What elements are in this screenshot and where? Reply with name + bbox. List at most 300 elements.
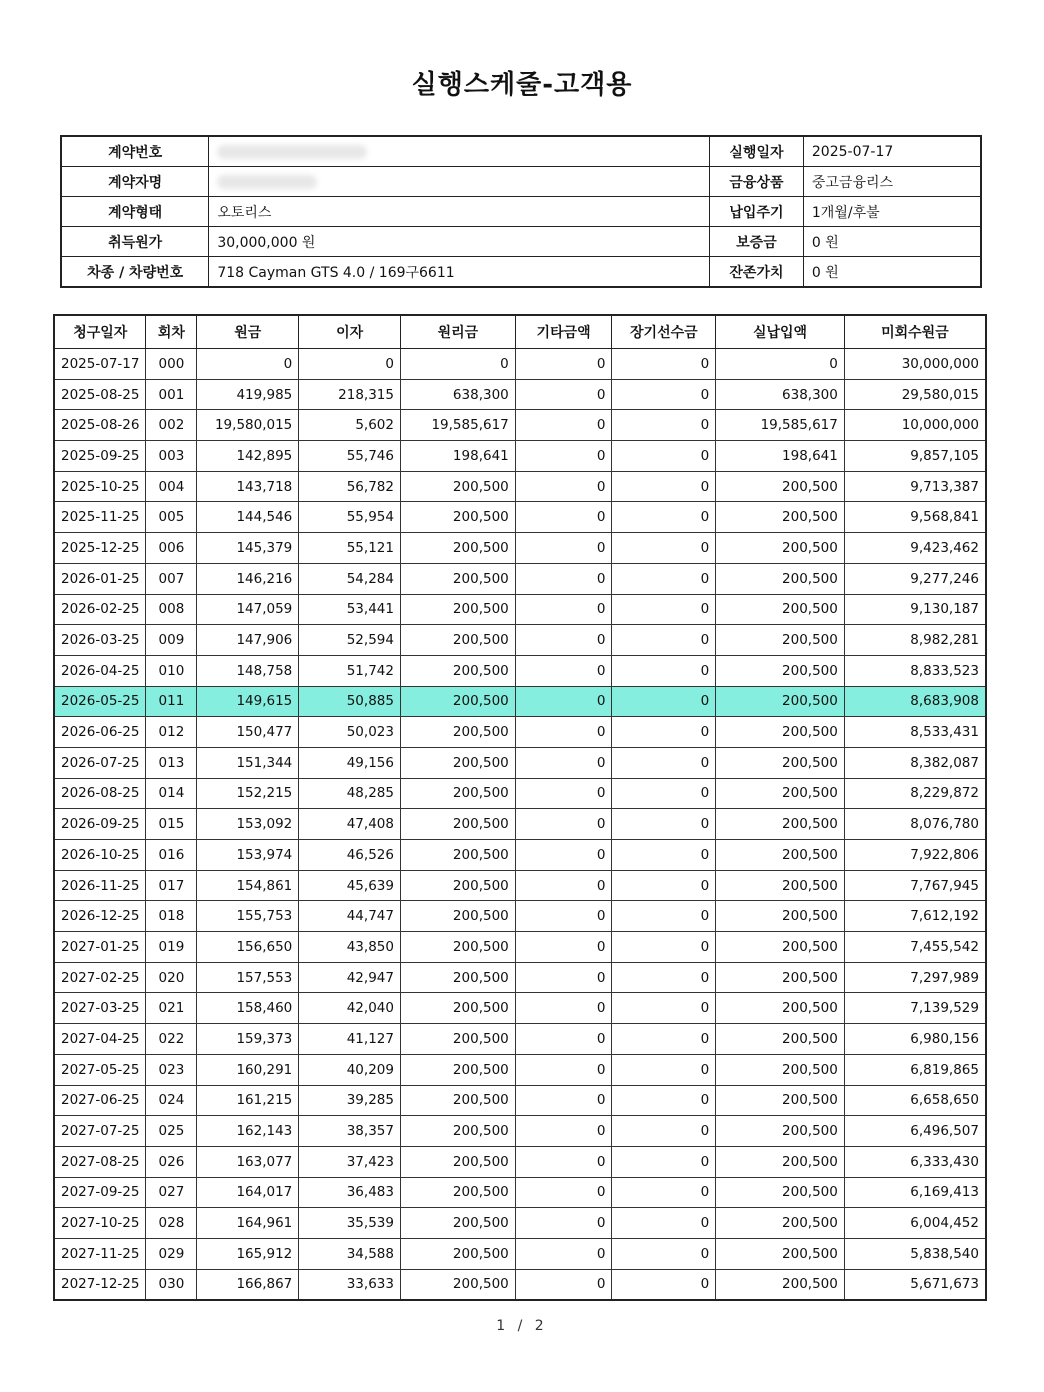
cell-outstanding-principal: 5,838,540 [844, 1238, 986, 1269]
cell-interest: 5,602 [299, 410, 401, 441]
cell-other-amount: 0 [515, 962, 612, 993]
cell-interest: 50,023 [299, 717, 401, 748]
acquisition-cost-value: 30,000,000 원 [209, 227, 710, 257]
cell-billing-date: 2027-01-25 [54, 932, 146, 963]
table-row [54, 1269, 986, 1300]
cell-outstanding-principal: 7,139,529 [844, 993, 986, 1024]
cell-other-amount: 0 [515, 932, 612, 963]
contract-number-label: 계약번호 [61, 136, 209, 167]
table-row [54, 563, 986, 594]
cell-other-amount: 0 [515, 840, 612, 871]
contractor-name-label: 계약자명 [61, 167, 209, 197]
contract-info-row [61, 197, 981, 227]
cell-billing-date: 2027-03-25 [54, 993, 146, 1024]
cell-other-amount: 0 [515, 870, 612, 901]
cell-principal-interest: 19,585,617 [400, 410, 515, 441]
cell-outstanding-principal: 9,568,841 [844, 502, 986, 533]
table-row [54, 778, 986, 809]
cell-installment-no: 014 [146, 778, 197, 809]
execution-date-value: 2025-07-17 [803, 136, 981, 167]
cell-outstanding-principal: 8,533,431 [844, 717, 986, 748]
table-row [54, 809, 986, 840]
table-row [54, 625, 986, 656]
cell-actual-payment: 200,500 [716, 1085, 845, 1116]
cell-installment-no: 028 [146, 1208, 197, 1239]
cell-long-term-prepayment: 0 [612, 1269, 716, 1300]
cell-outstanding-principal: 8,683,908 [844, 686, 986, 717]
cell-principal-interest: 198,641 [400, 441, 515, 472]
cell-principal: 155,753 [197, 901, 299, 932]
cell-principal: 144,546 [197, 502, 299, 533]
cell-principal: 0 [197, 349, 299, 380]
cell-principal-interest: 200,500 [400, 993, 515, 1024]
residual-value-label: 잔존가치 [710, 257, 804, 288]
cell-outstanding-principal: 29,580,015 [844, 379, 986, 410]
cell-long-term-prepayment: 0 [612, 533, 716, 564]
cell-interest: 55,121 [299, 533, 401, 564]
cell-installment-no: 021 [146, 993, 197, 1024]
cell-principal: 153,974 [197, 840, 299, 871]
cell-outstanding-principal: 8,229,872 [844, 778, 986, 809]
cell-billing-date: 2027-09-25 [54, 1177, 146, 1208]
cell-interest: 56,782 [299, 471, 401, 502]
cell-long-term-prepayment: 0 [612, 993, 716, 1024]
residual-value-value: 0 원 [803, 257, 981, 288]
cell-principal: 166,867 [197, 1269, 299, 1300]
cell-installment-no: 013 [146, 747, 197, 778]
cell-actual-payment: 200,500 [716, 901, 845, 932]
cell-interest: 54,284 [299, 563, 401, 594]
cell-principal: 152,215 [197, 778, 299, 809]
schedule-body [54, 349, 986, 1301]
cell-principal: 165,912 [197, 1238, 299, 1269]
cell-installment-no: 002 [146, 410, 197, 441]
table-row [54, 533, 986, 564]
table-row [54, 840, 986, 871]
table-row [54, 441, 986, 472]
cell-actual-payment: 200,500 [716, 1054, 845, 1085]
cell-long-term-prepayment: 0 [612, 840, 716, 871]
cell-principal: 19,580,015 [197, 410, 299, 441]
cell-principal-interest: 638,300 [400, 379, 515, 410]
cell-outstanding-principal: 8,982,281 [844, 625, 986, 656]
cell-billing-date: 2027-04-25 [54, 1024, 146, 1055]
table-row [54, 1146, 986, 1177]
cell-installment-no: 001 [146, 379, 197, 410]
cell-billing-date: 2026-08-25 [54, 778, 146, 809]
cell-long-term-prepayment: 0 [612, 1085, 716, 1116]
cell-principal-interest: 200,500 [400, 1208, 515, 1239]
cell-installment-no: 004 [146, 471, 197, 502]
cell-actual-payment: 200,500 [716, 1238, 845, 1269]
cell-principal: 158,460 [197, 993, 299, 1024]
contractor-name-value [209, 167, 710, 197]
cell-interest: 55,954 [299, 502, 401, 533]
cell-actual-payment: 200,500 [716, 471, 845, 502]
cell-actual-payment: 200,500 [716, 1269, 845, 1300]
cell-principal-interest: 200,500 [400, 840, 515, 871]
cell-principal: 162,143 [197, 1116, 299, 1147]
cell-principal-interest: 200,500 [400, 932, 515, 963]
cell-principal-interest: 200,500 [400, 686, 515, 717]
cell-other-amount: 0 [515, 502, 612, 533]
cell-billing-date: 2027-11-25 [54, 1238, 146, 1269]
table-row [54, 410, 986, 441]
cell-actual-payment: 200,500 [716, 1146, 845, 1177]
cell-billing-date: 2025-08-26 [54, 410, 146, 441]
cell-outstanding-principal: 7,767,945 [844, 870, 986, 901]
table-row [54, 717, 986, 748]
cell-principal-interest: 200,500 [400, 778, 515, 809]
cell-actual-payment: 198,641 [716, 441, 845, 472]
cell-installment-no: 026 [146, 1146, 197, 1177]
page-indicator: 1 / 2 [496, 1318, 548, 1334]
column-header-principal: 원금 [197, 315, 299, 349]
cell-billing-date: 2027-06-25 [54, 1085, 146, 1116]
cell-principal: 149,615 [197, 686, 299, 717]
cell-billing-date: 2025-09-25 [54, 441, 146, 472]
cell-interest: 42,040 [299, 993, 401, 1024]
cell-principal: 147,059 [197, 594, 299, 625]
cell-installment-no: 008 [146, 594, 197, 625]
cell-other-amount: 0 [515, 533, 612, 564]
cell-installment-no: 006 [146, 533, 197, 564]
cell-other-amount: 0 [515, 717, 612, 748]
cell-outstanding-principal: 6,496,507 [844, 1116, 986, 1147]
cell-principal: 163,077 [197, 1146, 299, 1177]
cell-billing-date: 2026-09-25 [54, 809, 146, 840]
cell-principal-interest: 200,500 [400, 809, 515, 840]
contract-info-row [61, 136, 981, 167]
cell-long-term-prepayment: 0 [612, 594, 716, 625]
cell-other-amount: 0 [515, 379, 612, 410]
cell-outstanding-principal: 5,671,673 [844, 1269, 986, 1300]
cell-long-term-prepayment: 0 [612, 778, 716, 809]
cell-long-term-prepayment: 0 [612, 410, 716, 441]
vehicle-value: 718 Cayman GTS 4.0 / 169구6611 [209, 257, 710, 288]
cell-principal-interest: 200,500 [400, 471, 515, 502]
cell-interest: 41,127 [299, 1024, 401, 1055]
cell-outstanding-principal: 6,819,865 [844, 1054, 986, 1085]
cell-long-term-prepayment: 0 [612, 1024, 716, 1055]
cell-outstanding-principal: 7,612,192 [844, 901, 986, 932]
cell-principal-interest: 200,500 [400, 502, 515, 533]
cell-other-amount: 0 [515, 809, 612, 840]
cell-interest: 55,746 [299, 441, 401, 472]
cell-principal-interest: 200,500 [400, 1116, 515, 1147]
column-header-long-term-prepayment: 장기선수금 [612, 315, 716, 349]
cell-outstanding-principal: 9,713,387 [844, 471, 986, 502]
cell-installment-no: 003 [146, 441, 197, 472]
table-row [54, 747, 986, 778]
cell-outstanding-principal: 9,423,462 [844, 533, 986, 564]
cell-actual-payment: 200,500 [716, 1208, 845, 1239]
cell-principal: 142,895 [197, 441, 299, 472]
cell-interest: 34,588 [299, 1238, 401, 1269]
cell-installment-no: 010 [146, 655, 197, 686]
cell-actual-payment: 19,585,617 [716, 410, 845, 441]
cell-billing-date: 2026-06-25 [54, 717, 146, 748]
cell-actual-payment: 200,500 [716, 594, 845, 625]
cell-principal-interest: 200,500 [400, 563, 515, 594]
cell-interest: 42,947 [299, 962, 401, 993]
table-header-row [54, 315, 986, 349]
table-row [54, 870, 986, 901]
cell-interest: 52,594 [299, 625, 401, 656]
cell-outstanding-principal: 8,833,523 [844, 655, 986, 686]
cell-billing-date: 2026-12-25 [54, 901, 146, 932]
cell-interest: 50,885 [299, 686, 401, 717]
cell-outstanding-principal: 7,297,989 [844, 962, 986, 993]
cell-billing-date: 2025-08-25 [54, 379, 146, 410]
cell-actual-payment: 200,500 [716, 655, 845, 686]
cell-installment-no: 030 [146, 1269, 197, 1300]
cell-other-amount: 0 [515, 1208, 612, 1239]
cell-other-amount: 0 [515, 993, 612, 1024]
cell-billing-date: 2026-11-25 [54, 870, 146, 901]
cell-principal: 164,961 [197, 1208, 299, 1239]
cell-billing-date: 2027-10-25 [54, 1208, 146, 1239]
table-row [54, 1238, 986, 1269]
cell-principal-interest: 0 [400, 349, 515, 380]
table-row [54, 502, 986, 533]
cell-principal: 157,553 [197, 962, 299, 993]
cell-actual-payment: 200,500 [716, 778, 845, 809]
cell-other-amount: 0 [515, 778, 612, 809]
cell-long-term-prepayment: 0 [612, 379, 716, 410]
cell-principal-interest: 200,500 [400, 625, 515, 656]
contract-info-row [61, 167, 981, 197]
cell-actual-payment: 200,500 [716, 533, 845, 564]
cell-principal: 154,861 [197, 870, 299, 901]
cell-outstanding-principal: 6,004,452 [844, 1208, 986, 1239]
table-row [54, 1054, 986, 1085]
cell-installment-no: 022 [146, 1024, 197, 1055]
table-row [54, 962, 986, 993]
cell-outstanding-principal: 7,922,806 [844, 840, 986, 871]
cell-actual-payment: 200,500 [716, 1024, 845, 1055]
cell-interest: 0 [299, 349, 401, 380]
cell-outstanding-principal: 9,277,246 [844, 563, 986, 594]
cell-principal-interest: 200,500 [400, 533, 515, 564]
cell-principal: 147,906 [197, 625, 299, 656]
cell-other-amount: 0 [515, 1116, 612, 1147]
cell-billing-date: 2025-10-25 [54, 471, 146, 502]
cell-outstanding-principal: 6,169,413 [844, 1177, 986, 1208]
cell-other-amount: 0 [515, 747, 612, 778]
cell-long-term-prepayment: 0 [612, 441, 716, 472]
cell-interest: 38,357 [299, 1116, 401, 1147]
cell-principal-interest: 200,500 [400, 717, 515, 748]
cell-principal: 161,215 [197, 1085, 299, 1116]
payment-cycle-label: 납입주기 [710, 197, 804, 227]
cell-actual-payment: 200,500 [716, 993, 845, 1024]
cell-principal-interest: 200,500 [400, 1085, 515, 1116]
cell-long-term-prepayment: 0 [612, 471, 716, 502]
cell-installment-no: 018 [146, 901, 197, 932]
cell-actual-payment: 200,500 [716, 717, 845, 748]
cell-other-amount: 0 [515, 686, 612, 717]
cell-interest: 45,639 [299, 870, 401, 901]
cell-installment-no: 019 [146, 932, 197, 963]
cell-long-term-prepayment: 0 [612, 502, 716, 533]
cell-principal: 145,379 [197, 533, 299, 564]
table-row [54, 932, 986, 963]
cell-long-term-prepayment: 0 [612, 870, 716, 901]
cell-billing-date: 2026-01-25 [54, 563, 146, 594]
table-row [54, 901, 986, 932]
cell-interest: 47,408 [299, 809, 401, 840]
cell-billing-date: 2025-07-17 [54, 349, 146, 380]
cell-outstanding-principal: 9,857,105 [844, 441, 986, 472]
cell-installment-no: 005 [146, 502, 197, 533]
cell-principal-interest: 200,500 [400, 1177, 515, 1208]
cell-long-term-prepayment: 0 [612, 747, 716, 778]
cell-principal: 148,758 [197, 655, 299, 686]
table-row [54, 655, 986, 686]
cell-installment-no: 023 [146, 1054, 197, 1085]
cell-other-amount: 0 [515, 441, 612, 472]
column-header-actual-payment: 실납입액 [716, 315, 845, 349]
cell-billing-date: 2026-03-25 [54, 625, 146, 656]
cell-installment-no: 020 [146, 962, 197, 993]
cell-interest: 37,423 [299, 1146, 401, 1177]
cell-principal-interest: 200,500 [400, 747, 515, 778]
cell-long-term-prepayment: 0 [612, 1116, 716, 1147]
cell-billing-date: 2027-02-25 [54, 962, 146, 993]
cell-installment-no: 024 [146, 1085, 197, 1116]
cell-long-term-prepayment: 0 [612, 1177, 716, 1208]
cell-principal: 419,985 [197, 379, 299, 410]
cell-interest: 46,526 [299, 840, 401, 871]
cell-actual-payment: 200,500 [716, 686, 845, 717]
cell-interest: 39,285 [299, 1085, 401, 1116]
cell-installment-no: 029 [146, 1238, 197, 1269]
cell-other-amount: 0 [515, 655, 612, 686]
financial-product-value: 중고금융리스 [803, 167, 981, 197]
cell-principal-interest: 200,500 [400, 1238, 515, 1269]
cell-billing-date: 2026-02-25 [54, 594, 146, 625]
cell-installment-no: 011 [146, 686, 197, 717]
table-row [54, 379, 986, 410]
cell-actual-payment: 200,500 [716, 962, 845, 993]
column-header-interest: 이자 [299, 315, 401, 349]
acquisition-cost-label: 취득원가 [61, 227, 209, 257]
cell-interest: 33,633 [299, 1269, 401, 1300]
cell-principal-interest: 200,500 [400, 655, 515, 686]
cell-installment-no: 027 [146, 1177, 197, 1208]
cell-long-term-prepayment: 0 [612, 962, 716, 993]
cell-principal-interest: 200,500 [400, 594, 515, 625]
cell-installment-no: 007 [146, 563, 197, 594]
contract-number-value [209, 136, 710, 167]
table-row [54, 471, 986, 502]
column-header-principal-interest: 원리금 [400, 315, 515, 349]
payment-cycle-value: 1개월/후불 [803, 197, 981, 227]
cell-long-term-prepayment: 0 [612, 563, 716, 594]
column-header-other-amount: 기타금액 [515, 315, 612, 349]
table-row [54, 1116, 986, 1147]
cell-other-amount: 0 [515, 1085, 612, 1116]
cell-interest: 49,156 [299, 747, 401, 778]
cell-interest: 36,483 [299, 1177, 401, 1208]
cell-actual-payment: 200,500 [716, 809, 845, 840]
cell-other-amount: 0 [515, 1177, 612, 1208]
cell-long-term-prepayment: 0 [612, 717, 716, 748]
column-header-installment-no: 회차 [146, 315, 197, 349]
table-row [54, 1177, 986, 1208]
cell-principal: 160,291 [197, 1054, 299, 1085]
cell-long-term-prepayment: 0 [612, 1146, 716, 1177]
cell-principal: 150,477 [197, 717, 299, 748]
cell-long-term-prepayment: 0 [612, 625, 716, 656]
cell-long-term-prepayment: 0 [612, 901, 716, 932]
cell-principal: 156,650 [197, 932, 299, 963]
contract-type-value: 오토리스 [209, 197, 710, 227]
cell-long-term-prepayment: 0 [612, 349, 716, 380]
cell-interest: 53,441 [299, 594, 401, 625]
cell-interest: 43,850 [299, 932, 401, 963]
deposit-value: 0 원 [803, 227, 981, 257]
cell-principal: 153,092 [197, 809, 299, 840]
cell-outstanding-principal: 7,455,542 [844, 932, 986, 963]
cell-other-amount: 0 [515, 1269, 612, 1300]
cell-principal-interest: 200,500 [400, 1054, 515, 1085]
cell-installment-no: 009 [146, 625, 197, 656]
cell-billing-date: 2025-11-25 [54, 502, 146, 533]
cell-installment-no: 015 [146, 809, 197, 840]
vehicle-label: 차종 / 차량번호 [61, 257, 209, 288]
cell-principal: 151,344 [197, 747, 299, 778]
cell-other-amount: 0 [515, 349, 612, 380]
cell-long-term-prepayment: 0 [612, 932, 716, 963]
cell-outstanding-principal: 6,333,430 [844, 1146, 986, 1177]
table-row-highlighted [54, 686, 986, 717]
financial-product-label: 금융상품 [710, 167, 804, 197]
contract-type-label: 계약형태 [61, 197, 209, 227]
cell-billing-date: 2027-08-25 [54, 1146, 146, 1177]
cell-actual-payment: 638,300 [716, 379, 845, 410]
cell-actual-payment: 0 [716, 349, 845, 380]
cell-actual-payment: 200,500 [716, 870, 845, 901]
cell-principal: 164,017 [197, 1177, 299, 1208]
table-row [54, 1208, 986, 1239]
cell-principal-interest: 200,500 [400, 901, 515, 932]
table-row [54, 349, 986, 380]
cell-other-amount: 0 [515, 625, 612, 656]
deposit-label: 보증금 [710, 227, 804, 257]
cell-long-term-prepayment: 0 [612, 1208, 716, 1239]
cell-other-amount: 0 [515, 594, 612, 625]
cell-billing-date: 2026-05-25 [54, 686, 146, 717]
cell-other-amount: 0 [515, 471, 612, 502]
cell-principal-interest: 200,500 [400, 1269, 515, 1300]
cell-principal-interest: 200,500 [400, 962, 515, 993]
column-header-billing-date: 청구일자 [54, 315, 146, 349]
contract-info-table [60, 135, 982, 288]
cell-principal-interest: 200,500 [400, 1146, 515, 1177]
cell-actual-payment: 200,500 [716, 625, 845, 656]
cell-installment-no: 000 [146, 349, 197, 380]
cell-principal-interest: 200,500 [400, 870, 515, 901]
cell-actual-payment: 200,500 [716, 1116, 845, 1147]
cell-principal: 146,216 [197, 563, 299, 594]
cell-installment-no: 016 [146, 840, 197, 871]
contract-info-row [61, 257, 981, 288]
table-row [54, 1085, 986, 1116]
cell-long-term-prepayment: 0 [612, 1054, 716, 1085]
cell-actual-payment: 200,500 [716, 932, 845, 963]
